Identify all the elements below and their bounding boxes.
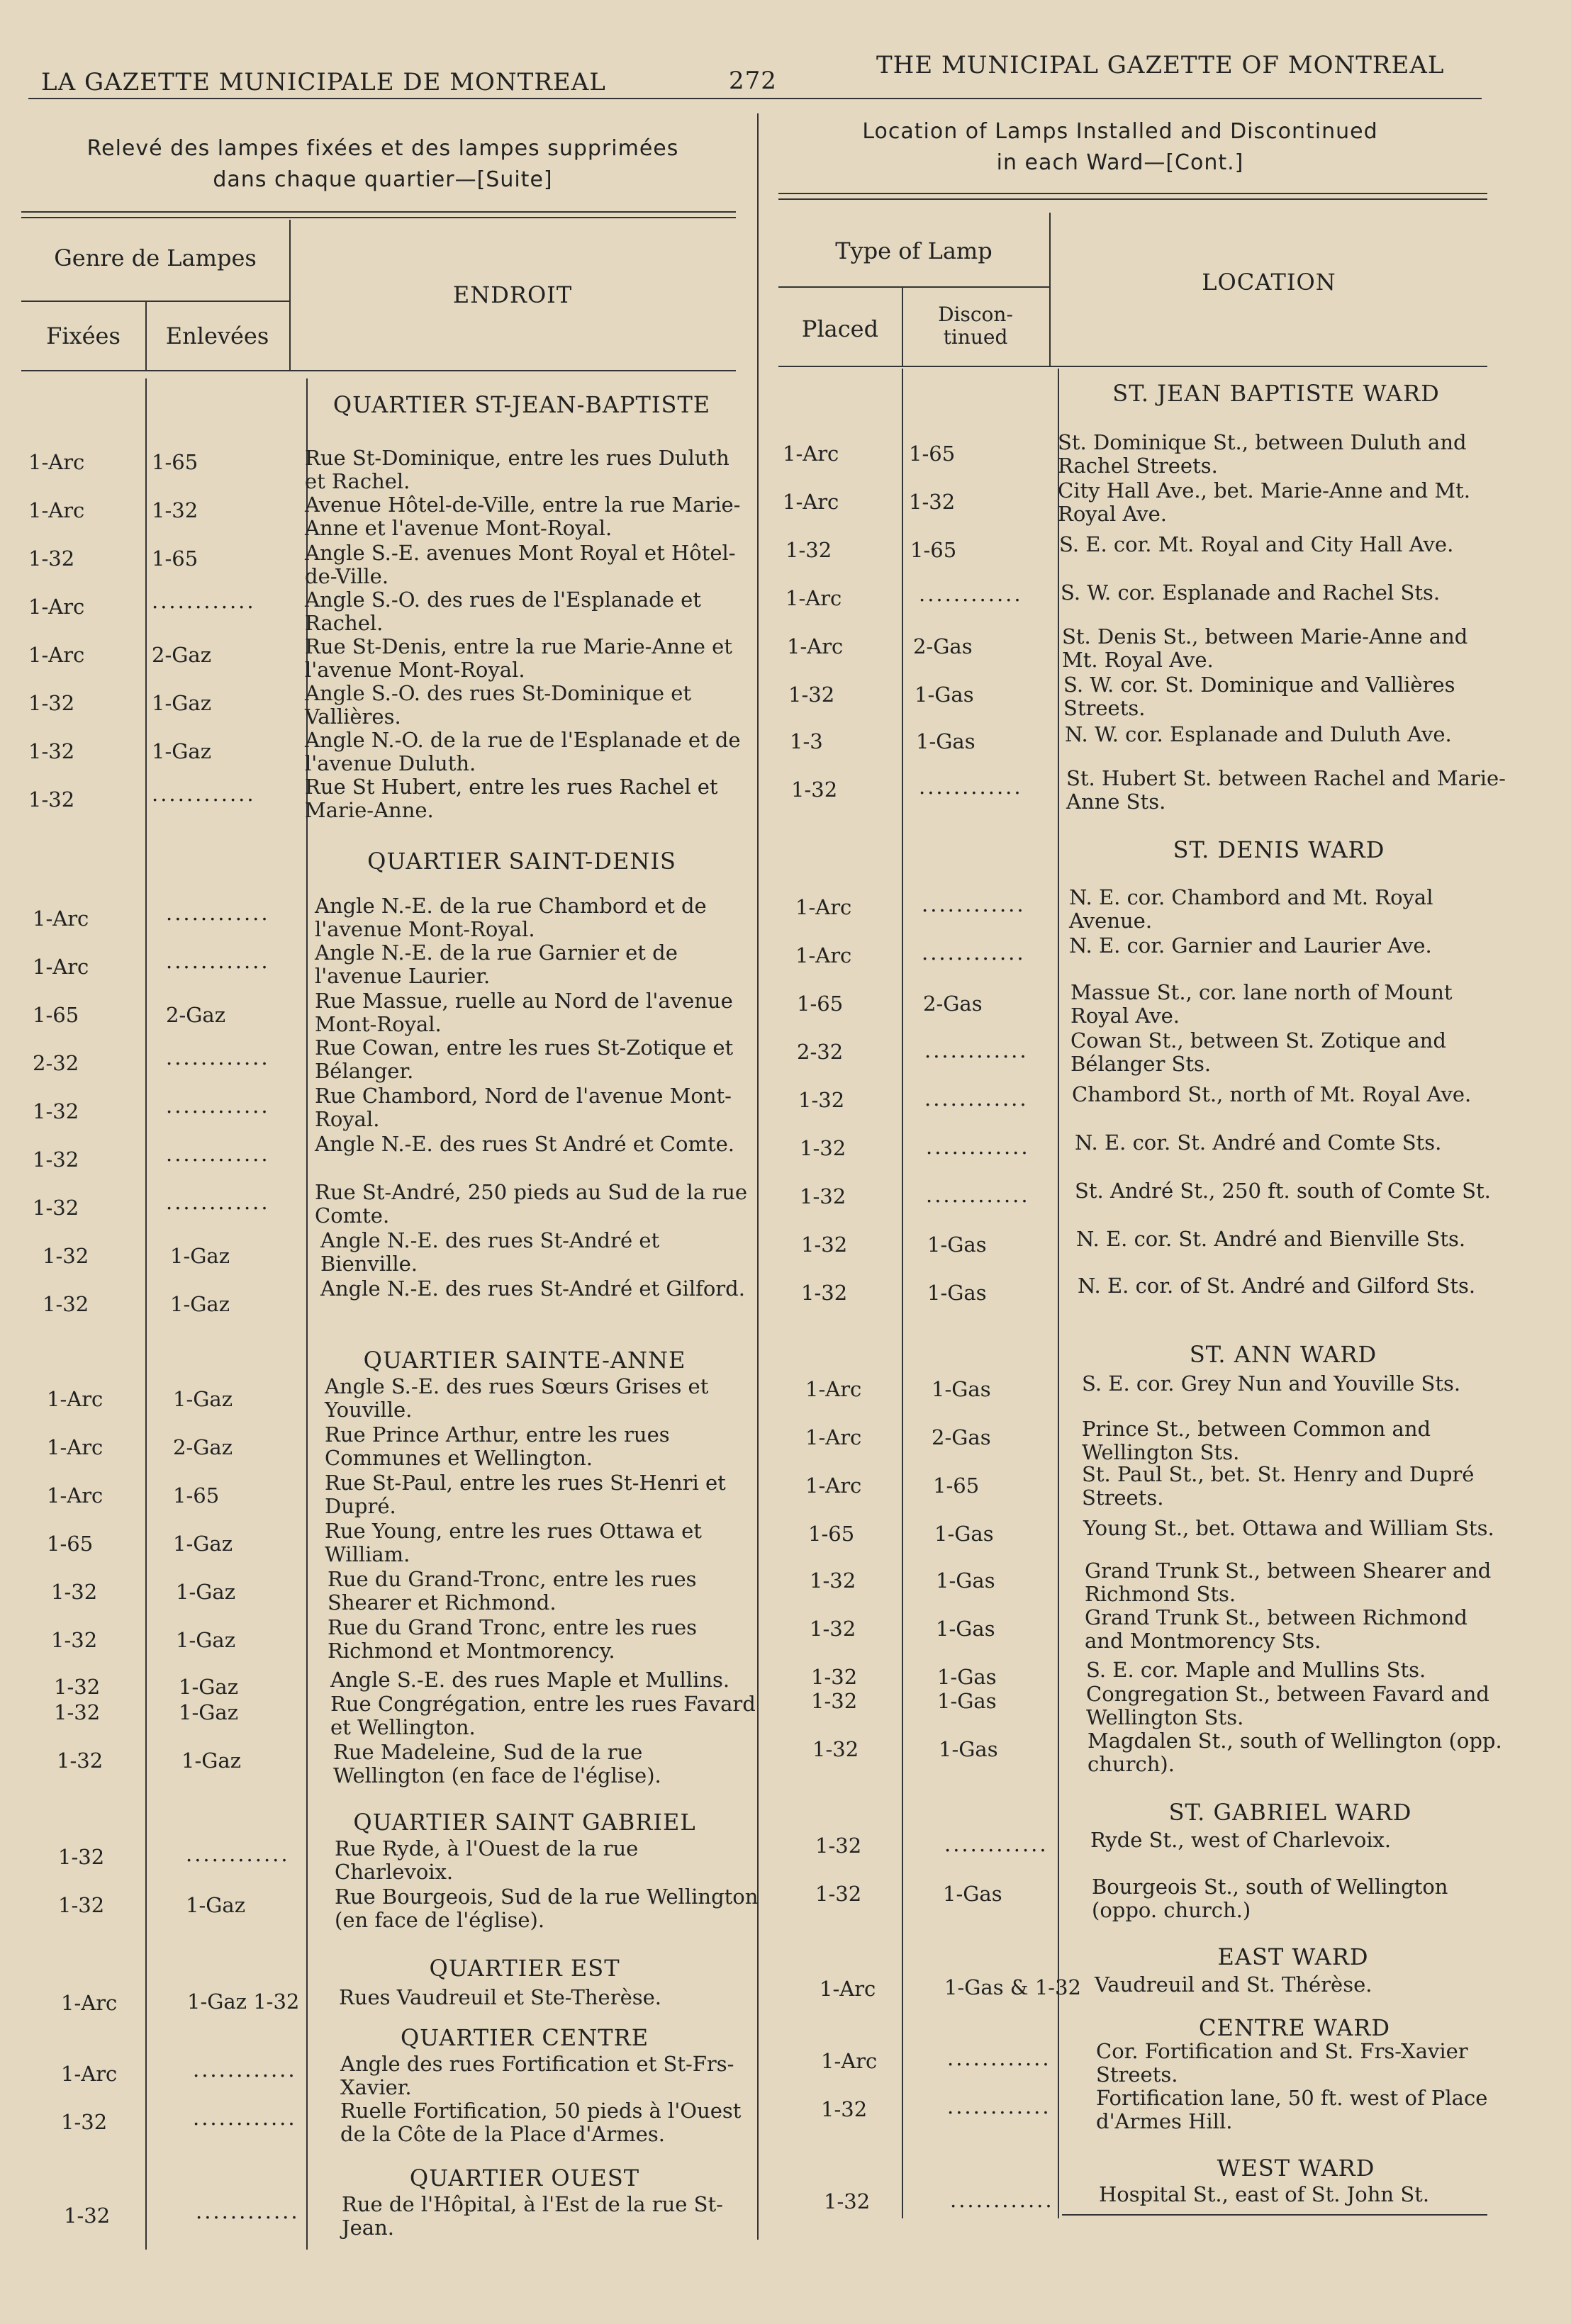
french-location: Rue Congrégation, entre les rues Favard et Wellington. xyxy=(330,1692,756,1739)
french-location: Rue Madeleine, Sud de la rue Wellington (en face de l'église). xyxy=(333,1740,661,1787)
french-location: Angle des rues Fortification et St-Frs-Xavier. xyxy=(340,2052,734,2099)
english-ward-heading: ST. DENIS WARD xyxy=(1173,836,1385,863)
english-col-location: LOCATION xyxy=(1202,269,1336,296)
french-removed: 1-65 xyxy=(152,546,199,571)
french-removed: ............ xyxy=(166,1142,270,1166)
french-placed: 1-32 xyxy=(51,1580,98,1604)
french-location: Rue St-André, 250 pieds au Sud de la rue Comte. xyxy=(315,1180,748,1228)
english-location: S. W. cor. Esplanade and Rachel Sts. xyxy=(1061,580,1441,605)
french-placed: 1-Arc xyxy=(28,643,85,667)
english-discontinued: 1-65 xyxy=(933,1473,980,1498)
french-title-line2: dans chaque quartier—[Suite] xyxy=(213,167,553,192)
english-ward-heading: ST. GABRIEL WARD xyxy=(1168,1799,1412,1826)
english-location: St. André St., 250 ft. south of Comte St. xyxy=(1075,1179,1491,1203)
english-ward-heading: ST. ANN WARD xyxy=(1189,1341,1377,1368)
french-removed: 1-Gaz xyxy=(176,1628,235,1652)
english-location: Grand Trunk St., between Richmond and Montmorency Sts. xyxy=(1085,1605,1467,1653)
english-location: Prince St., between Common and Wellington Sts. xyxy=(1082,1417,1431,1464)
french-col-group: Genre de Lampes xyxy=(54,245,257,271)
english-placed: 1-Arc xyxy=(783,490,839,514)
french-location: Angle N.-E. des rues St André et Comte. xyxy=(315,1132,734,1156)
english-discontinued: 1-32 xyxy=(909,490,956,514)
english-location: N. E. cor. St. André and Bienville Sts. xyxy=(1076,1227,1466,1251)
english-placed: 1-32 xyxy=(801,1233,848,1257)
french-ward-heading: QUARTIER EST xyxy=(429,1955,620,1982)
french-ward-heading: QUARTIER OUEST xyxy=(409,2165,640,2191)
running-head-right: THE MUNICIPAL GAZETTE OF MONTREAL xyxy=(876,51,1445,79)
english-placed: 1-65 xyxy=(797,992,844,1016)
french-placed: 1-32 xyxy=(64,2204,111,2228)
french-location: Rue St-Dominique, entre les rues Duluth et Rachel. xyxy=(305,446,729,493)
french-removed: 1-65 xyxy=(173,1483,220,1508)
french-removed: 1-32 xyxy=(152,498,199,522)
french-placed: 1-Arc xyxy=(47,1435,104,1459)
english-placed: 1-Arc xyxy=(795,895,852,919)
french-location: Rue de l'Hôpital, à l'Est de la rue St-Jean. xyxy=(342,2192,723,2240)
french-placed: 1-32 xyxy=(58,1893,105,1917)
english-location: Magdalen St., south of Wellington (opp. church). xyxy=(1088,1729,1502,1776)
english-discontinued: ............ xyxy=(922,892,1026,916)
french-removed: ............ xyxy=(196,2199,300,2223)
english-placed: 1-32 xyxy=(815,1882,862,1906)
french-location: Angle N.-O. de la rue de l'Esplanade et de l'avenue Duluth. xyxy=(305,728,741,775)
english-location: City Hall Ave., bet. Marie-Anne and Mt. Royal Ave. xyxy=(1058,478,1470,526)
english-discontinued: ............ xyxy=(950,2188,1054,2212)
french-removed: ............ xyxy=(166,1094,270,1118)
french-ward-heading: QUARTIER SAINT GABRIEL xyxy=(353,1809,696,1836)
english-placed: 1-32 xyxy=(812,1737,859,1761)
french-col-location: ENDROIT xyxy=(452,281,573,308)
english-col-placed: Placed xyxy=(801,315,879,342)
english-placed: 1-Arc xyxy=(795,943,852,967)
french-placed: 1-Arc xyxy=(33,955,89,979)
french-placed: 1-32 xyxy=(33,1196,79,1220)
french-placed: 1-32 xyxy=(58,1845,105,1869)
french-ward-heading: QUARTIER SAINTE-ANNE xyxy=(363,1347,686,1374)
english-discontinued: ............ xyxy=(919,775,1023,799)
french-placed: 1-Arc xyxy=(61,1991,118,2015)
french-placed: 1-32 xyxy=(43,1244,89,1268)
french-location: Rue St-Paul, entre les rues St-Henri et Dupré. xyxy=(325,1471,726,1518)
english-placed: 1-32 xyxy=(791,778,838,802)
french-location: Rue St-Denis, entre la rue Marie-Anne et l'avenue Mont-Royal. xyxy=(305,634,732,682)
english-location: St. Denis St., between Marie-Anne and Mt. Royal Ave. xyxy=(1062,624,1468,672)
french-placed: 1-Arc xyxy=(47,1483,104,1508)
french-placed: 1-32 xyxy=(54,1700,101,1724)
english-title xyxy=(766,116,1475,179)
french-placed: 1-Arc xyxy=(28,498,85,522)
french-location: Rue Chambord, Nord de l'avenue Mont-Royal. xyxy=(315,1084,732,1131)
french-col-placed: Fixées xyxy=(46,322,121,349)
english-discontinued: ............ xyxy=(944,1832,1049,1856)
english-col-discontinued xyxy=(902,303,1049,349)
french-removed: 1-Gaz xyxy=(179,1675,238,1699)
french-removed: 1-Gaz xyxy=(179,1700,238,1724)
english-discontinued: 1-65 xyxy=(909,442,956,466)
english-discontinued: 1-Gas xyxy=(915,683,974,707)
english-col-disc-line2: tinued xyxy=(943,325,1008,349)
french-placed: 1-65 xyxy=(47,1532,94,1556)
french-removed: ............ xyxy=(152,589,256,613)
french-removed: ............ xyxy=(166,1045,270,1070)
english-discontinued: 1-Gas xyxy=(927,1233,987,1257)
french-location: Angle S.-E. des rues Sœurs Grises et Youville. xyxy=(325,1374,709,1422)
french-ward-heading: QUARTIER SAINT-DENIS xyxy=(367,848,676,875)
french-location: Angle N.-E. des rues St-André et Bienville. xyxy=(320,1228,660,1276)
english-location: Fortification lane, 50 ft. west of Place d'Armes Hill. xyxy=(1096,2086,1488,2133)
french-location: Angle N.-E. des rues St-André et Gilford. xyxy=(320,1276,745,1301)
french-removed: 1-Gaz xyxy=(170,1244,230,1268)
french-location: Rue du Grand Tronc, entre les rues Richmond et Montmorency. xyxy=(328,1615,698,1663)
french-col-removed: Enlevées xyxy=(165,322,269,349)
french-removed: ............ xyxy=(186,1842,290,1866)
french-removed: 2-Gaz xyxy=(152,643,211,667)
english-placed: 1-Arc xyxy=(805,1473,862,1498)
english-placed: 1-32 xyxy=(788,683,835,707)
french-placed: 1-32 xyxy=(43,1292,89,1316)
french-location: Rue Young, entre les rues Ottawa et William. xyxy=(325,1519,702,1566)
french-location: Rue du Grand-Tronc, entre les rues Shearer et Richmond. xyxy=(328,1567,697,1615)
english-placed: 1-Arc xyxy=(787,634,844,658)
english-location: St. Hubert St. between Rachel and Marie-Anne Sts. xyxy=(1066,766,1506,814)
french-placed: 1-32 xyxy=(28,787,75,812)
english-discontinued: 1-Gas xyxy=(939,1737,998,1761)
french-removed: 1-Gaz 1-32 xyxy=(187,1989,300,2014)
french-location: Angle S.-E. avenues Mont Royal et Hôtel-de-Ville. xyxy=(305,541,736,588)
french-removed: ............ xyxy=(166,901,270,925)
english-placed: 2-32 xyxy=(797,1040,844,1064)
english-placed: 1-32 xyxy=(801,1281,848,1305)
french-removed: 1-Gaz xyxy=(173,1532,233,1556)
french-placed: 1-Arc xyxy=(61,2062,118,2086)
french-removed: 1-Gaz xyxy=(152,739,211,763)
english-col-disc-line1: Discon- xyxy=(938,303,1013,326)
french-placed: 1-32 xyxy=(51,1628,98,1652)
french-location: Angle N.-E. de la rue Chambord et de l'avenue Mont-Royal. xyxy=(315,894,707,941)
english-discontinued: ............ xyxy=(926,1183,1030,1207)
english-location: N. E. cor. of St. André and Gilford Sts. xyxy=(1078,1274,1476,1298)
english-ward-heading: WEST WARD xyxy=(1217,2155,1375,2182)
english-location: Bourgeois St., south of Wellington (oppo. church.) xyxy=(1092,1875,1448,1922)
french-removed: ............ xyxy=(166,1190,270,1214)
french-location: Avenue Hôtel-de-Ville, entre la rue Marie-Anne et l'avenue Mont-Royal. xyxy=(305,493,741,540)
english-placed: 1-Arc xyxy=(805,1425,862,1449)
english-location: Ryde St., west of Charlevoix. xyxy=(1090,1828,1392,1852)
french-location: Rue St Hubert, entre les rues Rachel et Marie-Anne. xyxy=(305,775,718,822)
english-col-group: Type of Lamp xyxy=(835,237,993,264)
french-title-line1: Relevé des lampes fixées et des lampes supprimées xyxy=(86,136,679,161)
french-placed: 1-32 xyxy=(33,1147,79,1172)
french-placed: 1-Arc xyxy=(28,595,85,619)
english-placed: 1-32 xyxy=(800,1136,846,1160)
french-location: Ruelle Fortification, 50 pieds à l'Ouest de la Côte de la Place d'Armes. xyxy=(340,2099,742,2146)
french-placed: 1-32 xyxy=(28,691,75,715)
french-location: Rue Bourgeois, Sud de la rue Wellington (en face de l'église). xyxy=(335,1885,759,1932)
french-removed: 1-Gaz xyxy=(186,1893,245,1917)
english-location: St. Paul St., bet. St. Henry and Dupré Streets. xyxy=(1082,1462,1475,1510)
french-location: Rues Vaudreuil et Ste-Therèse. xyxy=(339,1985,662,2009)
english-discontinued: 1-Gas xyxy=(943,1882,1002,1906)
french-removed: ............ xyxy=(193,2058,297,2082)
french-removed: 1-Gaz xyxy=(181,1748,241,1773)
english-placed: 1-Arc xyxy=(821,2049,878,2073)
french-placed: 1-65 xyxy=(33,1003,79,1027)
english-placed: 1-32 xyxy=(811,1665,858,1689)
english-discontinued: 1-Gas xyxy=(936,1617,995,1641)
french-placed: 1-Arc xyxy=(33,906,89,931)
english-location: N. E. cor. Chambord and Mt. Royal Avenue. xyxy=(1069,885,1433,933)
english-discontinued: ............ xyxy=(924,1087,1029,1111)
english-placed: 1-32 xyxy=(798,1088,845,1112)
french-title xyxy=(28,133,737,196)
french-ward-heading: QUARTIER CENTRE xyxy=(400,2024,649,2051)
french-location: Rue Cowan, entre les rues St-Zotique et Bélanger. xyxy=(315,1035,734,1083)
english-ward-heading: CENTRE WARD xyxy=(1199,2014,1390,2041)
page-number: 272 xyxy=(729,67,777,95)
french-location: Rue Ryde, à l'Ouest de la rue Charlevoix. xyxy=(335,1836,639,1884)
english-discontinued: 1-Gas xyxy=(934,1522,994,1546)
english-discontinued: ............ xyxy=(919,582,1023,606)
english-location: S. E. cor. Grey Nun and Youville Sts. xyxy=(1082,1371,1461,1396)
english-discontinued: ............ xyxy=(947,2046,1051,2070)
english-location: Vaudreuil and St. Thérèse. xyxy=(1095,1972,1372,1997)
french-location: Angle S.-O. des rues de l'Esplanade et Rachel. xyxy=(305,588,701,635)
french-removed: 2-Gaz xyxy=(166,1003,225,1027)
english-title-line1: Location of Lamps Installed and Discontinued xyxy=(862,119,1378,144)
english-location: N. W. cor. Esplanade and Duluth Ave. xyxy=(1065,722,1452,746)
running-head-left: LA GAZETTE MUNICIPALE DE MONTREAL xyxy=(41,68,606,96)
english-location: Cowan St., between St. Zotique and Bélanger Sts. xyxy=(1070,1028,1446,1076)
english-location: S. W. cor. St. Dominique and Vallières Streets. xyxy=(1063,673,1455,720)
english-discontinued: ............ xyxy=(947,2094,1051,2118)
french-removed: 1-65 xyxy=(152,450,199,474)
french-location: Angle S.-E. des rues Maple et Mullins. xyxy=(330,1668,730,1692)
english-location: Cor. Fortification and St. Frs-Xavier Streets. xyxy=(1096,2039,1468,2087)
english-discontinued: 1-Gas xyxy=(927,1281,987,1305)
english-location: Congregation St., between Favard and Wellington Sts. xyxy=(1086,1682,1489,1729)
english-discontinued: 2-Gas xyxy=(923,992,983,1016)
english-discontinued: 1-Gas xyxy=(937,1689,997,1713)
french-removed: 2-Gaz xyxy=(173,1435,233,1459)
french-placed: 1-32 xyxy=(28,546,75,571)
english-location: Young St., bet. Ottawa and William Sts. xyxy=(1083,1516,1494,1540)
english-placed: 1-65 xyxy=(808,1522,855,1546)
english-placed: 1-Arc xyxy=(820,1977,876,2001)
french-placed: 2-32 xyxy=(33,1051,79,1075)
english-discontinued: 1-Gas xyxy=(932,1377,991,1401)
english-location: Massue St., cor. lane north of Mount Royal Ave. xyxy=(1070,980,1453,1028)
english-ward-heading: ST. JEAN BAPTISTE WARD xyxy=(1112,380,1440,407)
french-location: Rue Prince Arthur, entre les rues Communes et Wellington. xyxy=(325,1422,670,1470)
french-removed: ............ xyxy=(152,782,256,806)
french-placed: 1-Arc xyxy=(28,450,85,474)
english-placed: 1-Arc xyxy=(783,442,839,466)
english-discontinued: 2-Gas xyxy=(932,1425,991,1449)
french-placed: 1-32 xyxy=(54,1675,101,1699)
english-discontinued: 1-Gas xyxy=(916,729,975,753)
french-placed: 1-32 xyxy=(33,1099,79,1123)
french-removed: 1-Gaz xyxy=(152,691,211,715)
english-discontinued: 1-65 xyxy=(910,538,957,562)
english-discontinued: 2-Gas xyxy=(913,634,973,658)
french-location: Rue Massue, ruelle au Nord de l'avenue Mont-Royal. xyxy=(315,989,733,1036)
english-discontinued: ............ xyxy=(922,941,1026,965)
english-location: Chambord St., north of Mt. Royal Ave. xyxy=(1072,1082,1472,1106)
french-placed: 1-32 xyxy=(57,1748,104,1773)
english-discontinued: 1-Gas & 1-32 xyxy=(944,1975,1081,1999)
english-ward-heading: EAST WARD xyxy=(1217,1943,1369,1970)
english-location: S. E. cor. Mt. Royal and City Hall Ave. xyxy=(1059,532,1454,556)
french-removed: 1-Gaz xyxy=(176,1580,235,1604)
french-removed: 1-Gaz xyxy=(170,1292,230,1316)
english-placed: 1-Arc xyxy=(805,1377,862,1401)
english-location: S. E. cor. Maple and Mullins Sts. xyxy=(1086,1658,1426,1682)
english-placed: 1-32 xyxy=(800,1184,846,1208)
english-location: St. Dominique St., between Duluth and Rachel Streets. xyxy=(1058,430,1467,478)
french-removed: ............ xyxy=(193,2106,297,2130)
english-discontinued: 1-Gas xyxy=(937,1665,997,1689)
english-placed: 1-32 xyxy=(811,1689,858,1713)
french-removed: ............ xyxy=(166,949,270,973)
english-location: N. E. cor. St. André and Comte Sts. xyxy=(1075,1130,1442,1155)
english-location: Grand Trunk St., between Shearer and Richmond Sts. xyxy=(1085,1559,1492,1606)
english-location: Hospital St., east of St. John St. xyxy=(1099,2182,1430,2206)
english-discontinued: ............ xyxy=(926,1135,1030,1159)
english-discontinued: 1-Gas xyxy=(936,1568,995,1593)
english-placed: 1-32 xyxy=(821,2097,868,2121)
french-ward-heading: QUARTIER ST-JEAN-BAPTISTE xyxy=(332,391,711,418)
french-placed: 1-Arc xyxy=(47,1387,104,1411)
english-placed: 1-Arc xyxy=(786,586,842,610)
french-location: Angle S.-O. des rues St-Dominique et Vallières. xyxy=(305,681,692,729)
french-location: Angle N.-E. de la rue Garnier et de l'avenue Laurier. xyxy=(315,941,678,988)
english-location: N. E. cor. Garnier and Laurier Ave. xyxy=(1069,933,1432,958)
english-title-line2: in each Ward—[Cont.] xyxy=(996,150,1244,175)
english-placed: 1-32 xyxy=(810,1568,856,1593)
french-removed: 1-Gaz xyxy=(173,1387,233,1411)
french-placed: 1-32 xyxy=(28,739,75,763)
english-placed: 1-32 xyxy=(810,1617,856,1641)
english-placed: 1-3 xyxy=(790,729,823,753)
english-placed: 1-32 xyxy=(786,538,832,562)
english-placed: 1-32 xyxy=(824,2189,871,2213)
french-placed: 1-32 xyxy=(61,2110,108,2134)
english-discontinued: ............ xyxy=(924,1038,1029,1062)
english-placed: 1-32 xyxy=(815,1834,862,1858)
